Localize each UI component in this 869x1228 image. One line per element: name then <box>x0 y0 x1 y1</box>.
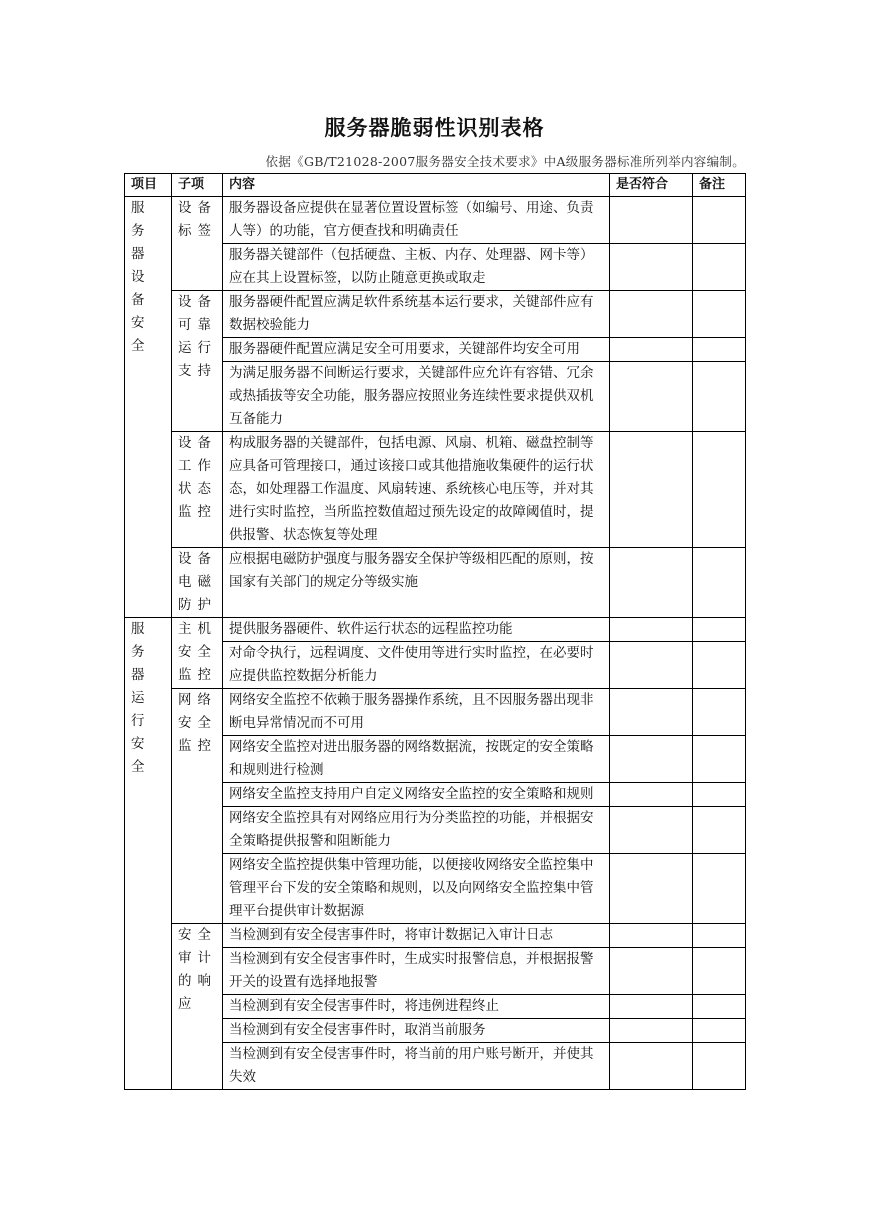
category-operation-security: 服务器运行安全 <box>125 618 172 1090</box>
header-item: 项目 <box>125 174 172 197</box>
category-device-security: 服务器设备安全 <box>125 197 172 618</box>
content-cell: 服务器硬件配置应满足安全可用要求，关键部件均安全可用 <box>223 338 610 362</box>
content-cell: 当检测到有安全侵害事件时，生成实时报警信息，并根据报警开关的设置有选择地报警 <box>223 948 610 995</box>
compliance-cell[interactable] <box>610 807 693 854</box>
compliance-cell[interactable] <box>610 548 693 618</box>
compliance-cell[interactable] <box>610 197 693 244</box>
remarks-cell[interactable] <box>693 432 746 548</box>
content-cell: 网络安全监控提供集中管理功能，以便接收网络安全监控集中管理平台下发的安全策略和规则，以及向网络安全监控集中管理平台提供审计数据源 <box>223 854 610 924</box>
compliance-cell[interactable] <box>610 362 693 432</box>
table-row <box>125 291 746 338</box>
remarks-cell[interactable] <box>693 807 746 854</box>
header-row <box>125 174 746 197</box>
subitem-status-monitoring: 设备工作状态监控 <box>172 432 223 548</box>
content-cell: 当检测到有安全侵害事件时，将违例进程终止 <box>223 995 610 1019</box>
content-cell: 当检测到有安全侵害事件时，取消当前服务 <box>223 1019 610 1043</box>
remarks-cell[interactable] <box>693 924 746 948</box>
table-row <box>125 924 746 948</box>
content-cell: 网络安全监控具有对网络应用行为分类监控的功能，并根据安全策略提供报警和阻断能力 <box>223 807 610 854</box>
table-row <box>125 618 746 642</box>
header-content: 内容 <box>223 174 610 197</box>
content-cell: 网络安全监控不依赖于服务器操作系统，且不因服务器出现非断电异常情况而不可用 <box>223 689 610 736</box>
remarks-cell[interactable] <box>693 1043 746 1090</box>
remarks-cell[interactable] <box>693 291 746 338</box>
remarks-cell[interactable] <box>693 948 746 995</box>
compliance-cell[interactable] <box>610 736 693 783</box>
content-cell: 对命令执行，远程调度、文件使用等进行实时监控，在必要时应提供监控数据分析能力 <box>223 642 610 689</box>
content-cell: 网络安全监控对进出服务器的网络数据流，按既定的安全策略和规则进行检测 <box>223 736 610 783</box>
remarks-cell[interactable] <box>693 689 746 736</box>
content-cell: 服务器关键部件（包括硬盘、主板、内存、处理器、网卡等）应在其上设置标签，以防止随意更换或取走 <box>223 244 610 291</box>
remarks-cell[interactable] <box>693 338 746 362</box>
remarks-cell[interactable] <box>693 1019 746 1043</box>
remarks-cell[interactable] <box>693 362 746 432</box>
content-cell: 构成服务器的关键部件，包括电源、风扇、机箱、磁盘控制等应具备可管理接口，通过该接口或其他措施收集硬件的运行状态，如处理器工作温度、风扇转速、系统核心电压等，并对其进行实时监控，当所监控数值超过预先设定的故障阈值时，提供报警、状态恢复等处理 <box>223 432 610 548</box>
header-subitem: 子项 <box>172 174 223 197</box>
header-remarks: 备注 <box>693 174 746 197</box>
remarks-cell[interactable] <box>693 995 746 1019</box>
remarks-cell[interactable] <box>693 736 746 783</box>
subitem-reliable-operation: 设备可靠运行支持 <box>172 291 223 432</box>
content-cell: 网络安全监控支持用户自定义网络安全监控的安全策略和规则 <box>223 783 610 807</box>
remarks-cell[interactable] <box>693 244 746 291</box>
remarks-cell[interactable] <box>693 548 746 618</box>
content-cell: 提供服务器硬件、软件运行状态的远程监控功能 <box>223 618 610 642</box>
subitem-network-monitoring: 网络安全监控 <box>172 689 223 924</box>
remarks-cell[interactable] <box>693 642 746 689</box>
header-compliance: 是否符合 <box>610 174 693 197</box>
remarks-cell[interactable] <box>693 854 746 924</box>
table-row <box>125 197 746 244</box>
remarks-cell[interactable] <box>693 783 746 807</box>
compliance-cell[interactable] <box>610 338 693 362</box>
content-cell: 当检测到有安全侵害事件时，将当前的用户账号断开，并使其失效 <box>223 1043 610 1090</box>
compliance-cell[interactable] <box>610 1019 693 1043</box>
vulnerability-table <box>124 173 746 1090</box>
content-cell: 服务器硬件配置应满足软件系统基本运行要求，关键部件应有数据校验能力 <box>223 291 610 338</box>
compliance-cell[interactable] <box>610 924 693 948</box>
remarks-cell[interactable] <box>693 618 746 642</box>
subitem-audit-response: 安全审计的响应 <box>172 924 223 1090</box>
remarks-cell[interactable] <box>693 197 746 244</box>
table-row <box>125 548 746 618</box>
compliance-cell[interactable] <box>610 618 693 642</box>
compliance-cell[interactable] <box>610 244 693 291</box>
compliance-cell[interactable] <box>610 995 693 1019</box>
subitem-em-protection: 设备电磁防护 <box>172 548 223 618</box>
content-cell: 服务器设备应提供在显著位置设置标签（如编号、用途、负责人等）的功能，官方便查找和明确责任 <box>223 197 610 244</box>
compliance-cell[interactable] <box>610 783 693 807</box>
content-cell: 为满足服务器不间断运行要求，关键部件应允许有容错、冗余或热插拔等安全功能，服务器应按照业务连续性要求提供双机互备能力 <box>223 362 610 432</box>
table-row <box>125 432 746 548</box>
page-title: 服务器脆弱性识别表格 <box>324 116 545 140</box>
subitem-host-monitoring: 主机安全监控 <box>172 618 223 689</box>
content-cell: 当检测到有安全侵害事件时，将审计数据记入审计日志 <box>223 924 610 948</box>
compliance-cell[interactable] <box>610 689 693 736</box>
compliance-cell[interactable] <box>610 291 693 338</box>
compliance-cell[interactable] <box>610 432 693 548</box>
compliance-cell[interactable] <box>610 854 693 924</box>
subtitle: 依据《GB/T21028-2007服务器安全技术要求》中A级服务器标准所列举内容编制。 <box>265 154 745 169</box>
compliance-cell[interactable] <box>610 948 693 995</box>
content-cell: 应根据电磁防护强度与服务器安全保护等级相匹配的原则，按国家有关部门的规定分等级实施 <box>223 548 610 618</box>
compliance-cell[interactable] <box>610 642 693 689</box>
subitem-device-label: 设备标签 <box>172 197 223 291</box>
compliance-cell[interactable] <box>610 1043 693 1090</box>
table-row <box>125 689 746 736</box>
